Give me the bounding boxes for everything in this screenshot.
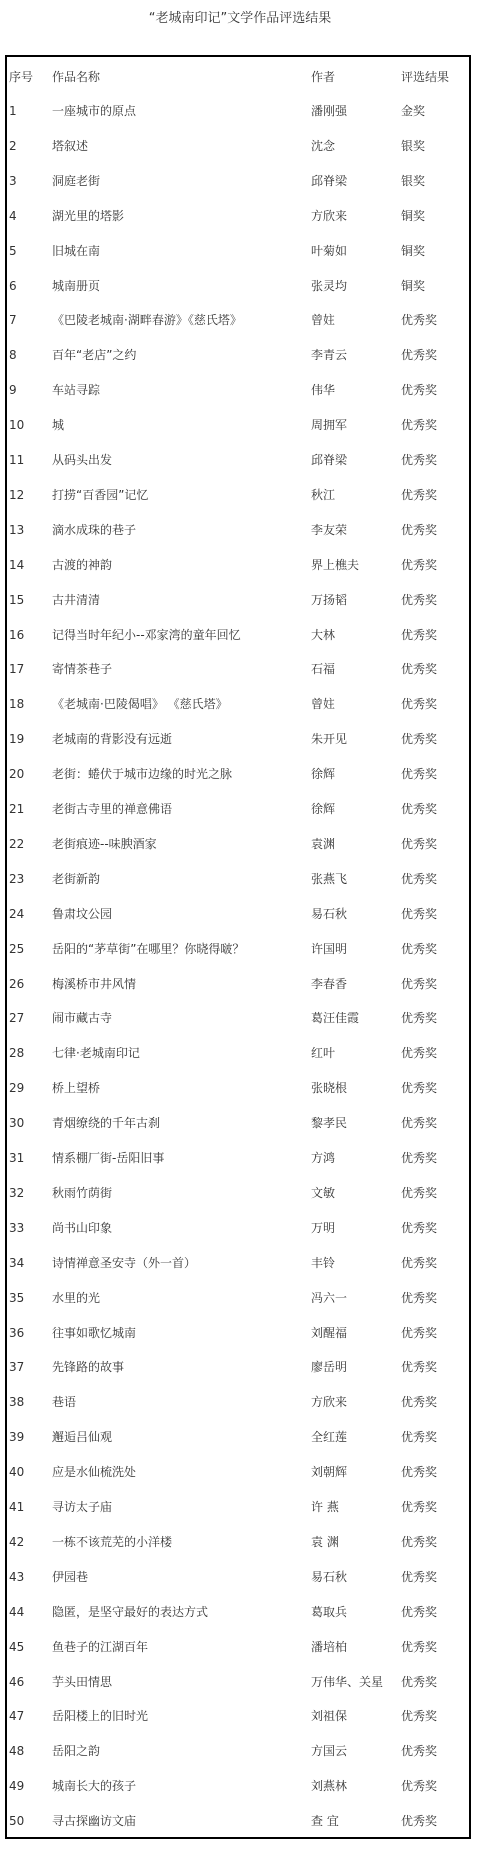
table-row xyxy=(7,722,469,756)
row-work: 梅溪桥市井风情 xyxy=(52,976,137,991)
row-work: 老城南的背影没有远逝 xyxy=(52,732,173,747)
row-result: 优秀奖 xyxy=(401,1220,438,1235)
row-work: 岳阳之韵 xyxy=(52,1744,101,1759)
row-result: 优秀奖 xyxy=(401,871,438,886)
table-row xyxy=(7,1211,469,1245)
row-work: 闹市藏古寺 xyxy=(52,1011,113,1026)
row-work: 老街古寺里的禅意佛语 xyxy=(52,802,173,816)
row-author: 袁渊 xyxy=(311,836,336,851)
row-result: 优秀奖 xyxy=(401,767,438,782)
table-row xyxy=(7,1316,469,1350)
row-author: 李春香 xyxy=(311,976,348,991)
row-author: 全红莲 xyxy=(311,1430,348,1445)
table-row xyxy=(7,1734,469,1768)
table-row xyxy=(7,932,469,966)
row-work: 城 xyxy=(52,418,65,433)
row-result: 优秀奖 xyxy=(401,697,438,712)
row-work: 鲁肃坟公园 xyxy=(52,906,113,921)
table-row xyxy=(7,827,469,861)
row-author: 邱脊梁 xyxy=(311,453,348,467)
row-author: 刘朝辉 xyxy=(311,1465,348,1480)
row-no: 16 xyxy=(9,627,25,642)
row-work: 一栋不该荒芜的小洋楼 xyxy=(52,1534,173,1549)
table-row xyxy=(7,1246,469,1280)
row-author: 易石秋 xyxy=(311,906,348,921)
table-row xyxy=(7,897,469,931)
table-row xyxy=(7,1699,469,1733)
row-no: 49 xyxy=(9,1779,25,1794)
row-work: 湖光里的塔影 xyxy=(52,208,125,223)
row-no: 40 xyxy=(9,1465,25,1480)
row-result: 优秀奖 xyxy=(401,662,438,677)
row-result: 优秀奖 xyxy=(401,313,438,328)
row-result: 优秀奖 xyxy=(401,1151,438,1165)
row-author: 张晓根 xyxy=(311,1081,348,1096)
row-result: 优秀奖 xyxy=(401,1534,438,1549)
row-author: 沈念 xyxy=(311,138,336,153)
table-row xyxy=(7,618,469,652)
row-result: 优秀奖 xyxy=(401,383,438,398)
row-author: 丰铃 xyxy=(311,1255,336,1270)
row-no: 6 xyxy=(9,278,17,293)
row-author: 廖岳明 xyxy=(311,1360,348,1375)
row-author: 红叶 xyxy=(311,1046,336,1061)
row-author: 曾妵 xyxy=(311,697,336,712)
table-row xyxy=(7,1455,469,1489)
row-no: 4 xyxy=(9,208,17,223)
table-row xyxy=(7,548,469,582)
row-result: 优秀奖 xyxy=(401,1814,438,1829)
row-no: 25 xyxy=(9,941,25,956)
row-work: 洞庭老街 xyxy=(52,173,101,188)
table-row xyxy=(7,1106,469,1140)
row-result: 优秀奖 xyxy=(401,1500,438,1514)
row-work: 寄情茶巷子 xyxy=(52,662,113,677)
row-author: 易石秋 xyxy=(311,1569,348,1584)
row-result: 优秀奖 xyxy=(401,1569,438,1584)
row-result: 铜奖 xyxy=(401,243,426,258)
row-result: 优秀奖 xyxy=(401,1011,438,1026)
row-author: 许国明 xyxy=(311,941,348,956)
row-work: 秋雨竹荫街 xyxy=(52,1185,113,1200)
row-no: 10 xyxy=(9,418,25,433)
row-work: 打捞“百香园”记忆 xyxy=(52,487,149,502)
row-author: 袁 渊 xyxy=(311,1534,339,1549)
row-author: 邱脊梁 xyxy=(311,173,348,188)
header-result: 评选结果 xyxy=(401,70,450,84)
row-work: 七律·老城南印记 xyxy=(52,1046,140,1061)
row-result: 银奖 xyxy=(401,173,426,188)
row-no: 24 xyxy=(9,906,25,921)
table-row xyxy=(7,1281,469,1315)
row-no: 17 xyxy=(9,662,25,677)
row-work: 百年“老店”之约 xyxy=(52,348,137,363)
table-row xyxy=(7,1350,469,1384)
row-result: 优秀奖 xyxy=(401,453,438,467)
table-row xyxy=(7,687,469,721)
row-work: 岳阳楼上的旧时光 xyxy=(52,1709,149,1724)
table-row xyxy=(7,1001,469,1035)
row-no: 8 xyxy=(9,348,17,363)
row-author: 许 燕 xyxy=(311,1500,339,1514)
header-author: 作者 xyxy=(311,70,336,84)
table-row xyxy=(7,1595,469,1629)
row-no: 15 xyxy=(9,592,25,607)
table-row xyxy=(7,199,469,233)
row-result: 优秀奖 xyxy=(401,1325,438,1340)
row-work: 记得当时年纪小--邓家湾的童年回忆 xyxy=(52,627,241,642)
row-author: 大林 xyxy=(311,627,336,642)
row-no: 12 xyxy=(9,487,25,502)
row-author: 李友荣 xyxy=(311,522,348,537)
row-author: 曾妵 xyxy=(311,313,336,328)
row-author: 徐辉 xyxy=(311,767,336,782)
row-work: 古渡的神韵 xyxy=(52,557,113,572)
row-work: 古井清清 xyxy=(52,592,101,607)
row-work: 巷语 xyxy=(52,1395,77,1410)
row-result: 优秀奖 xyxy=(401,976,438,991)
row-work: 先锋路的故事 xyxy=(52,1360,125,1375)
row-work: 《巴陵老城南·湖畔春游》《慈氏塔》 xyxy=(52,313,242,328)
row-result: 优秀奖 xyxy=(401,592,438,607)
row-work: 诗情禅意圣安寺（外一首） xyxy=(52,1255,197,1270)
table-row xyxy=(7,94,469,128)
row-work: 尚书山印象 xyxy=(52,1220,113,1235)
row-result: 优秀奖 xyxy=(401,1046,438,1061)
table-row xyxy=(7,1804,469,1838)
row-work: 滴水成珠的巷子 xyxy=(52,522,137,537)
row-no: 44 xyxy=(9,1604,25,1619)
row-author: 张燕飞 xyxy=(311,871,348,886)
row-author: 周拥军 xyxy=(311,418,348,433)
row-no: 47 xyxy=(9,1709,25,1724)
row-result: 银奖 xyxy=(401,138,426,153)
row-result: 优秀奖 xyxy=(401,1430,438,1445)
row-work: 邂逅吕仙观 xyxy=(52,1430,113,1445)
row-no: 27 xyxy=(9,1011,25,1026)
row-no: 45 xyxy=(9,1639,25,1654)
table-row xyxy=(7,757,469,791)
row-result: 铜奖 xyxy=(401,278,426,293)
row-no: 9 xyxy=(9,383,17,398)
row-result: 优秀奖 xyxy=(401,1779,438,1794)
row-author: 朱开见 xyxy=(311,732,348,747)
row-work: 芋头田情思 xyxy=(52,1674,113,1689)
row-no: 11 xyxy=(9,453,25,467)
row-result: 优秀奖 xyxy=(401,836,438,851)
row-work: 城南册页 xyxy=(52,278,101,293)
table-row xyxy=(7,513,469,547)
row-author: 张灵均 xyxy=(311,278,348,293)
row-no: 33 xyxy=(9,1220,25,1235)
row-author: 秋江 xyxy=(311,487,336,502)
row-work: 桥上望桥 xyxy=(52,1081,101,1096)
row-result: 优秀奖 xyxy=(401,1674,438,1689)
row-author: 万明 xyxy=(311,1220,336,1235)
row-result: 优秀奖 xyxy=(401,627,438,642)
row-work: 从码头出发 xyxy=(52,453,113,467)
table-row xyxy=(7,1176,469,1210)
row-work: 旧城在南 xyxy=(52,243,101,258)
row-work: 往事如歌忆城南 xyxy=(52,1325,137,1340)
row-no: 34 xyxy=(9,1255,25,1270)
row-no: 46 xyxy=(9,1674,25,1689)
row-no: 32 xyxy=(9,1185,25,1200)
row-author: 查 宜 xyxy=(311,1814,339,1829)
row-author: 葛汪佳霞 xyxy=(311,1011,360,1026)
row-no: 18 xyxy=(9,697,25,712)
row-work: 一座城市的原点 xyxy=(52,104,137,118)
row-result: 优秀奖 xyxy=(401,1290,438,1305)
row-no: 37 xyxy=(9,1360,25,1375)
table-row xyxy=(7,583,469,617)
table-row xyxy=(7,1385,469,1419)
table-row xyxy=(7,1560,469,1594)
row-result: 优秀奖 xyxy=(401,802,438,816)
row-no: 50 xyxy=(9,1814,25,1829)
row-result: 铜奖 xyxy=(401,208,426,223)
row-author: 潘培柏 xyxy=(311,1639,348,1654)
row-no: 28 xyxy=(9,1046,25,1061)
row-no: 35 xyxy=(9,1290,25,1305)
row-no: 29 xyxy=(9,1081,25,1096)
table-row xyxy=(7,164,469,198)
table-row xyxy=(7,1420,469,1454)
table-row xyxy=(7,303,469,337)
table-row xyxy=(7,967,469,1001)
row-work: 情系棚厂街-岳阳旧事 xyxy=(52,1151,165,1165)
table-row xyxy=(7,1525,469,1559)
row-no: 38 xyxy=(9,1395,25,1410)
row-result: 优秀奖 xyxy=(401,1709,438,1724)
row-no: 36 xyxy=(9,1325,25,1340)
table-row xyxy=(7,1630,469,1664)
row-author: 徐辉 xyxy=(311,802,336,816)
page-title: “老城南印记”文学作品评选结果 xyxy=(148,11,332,26)
table-row xyxy=(7,862,469,896)
row-result: 优秀奖 xyxy=(401,348,438,363)
row-author: 万伟华、关星 xyxy=(311,1674,384,1689)
row-author: 方欣来 xyxy=(311,208,348,223)
row-result: 优秀奖 xyxy=(401,1116,438,1131)
row-author: 冯六一 xyxy=(311,1290,348,1305)
row-no: 31 xyxy=(9,1151,25,1165)
row-author: 方国云 xyxy=(311,1744,348,1759)
table-row xyxy=(7,1490,469,1524)
row-result: 优秀奖 xyxy=(401,732,438,747)
table-row xyxy=(7,1071,469,1105)
row-author: 界上樵夫 xyxy=(311,557,360,572)
row-author: 文敏 xyxy=(311,1185,336,1200)
table-row xyxy=(7,269,469,303)
row-no: 13 xyxy=(9,522,25,537)
table-row xyxy=(7,1036,469,1070)
row-author: 方鸿 xyxy=(311,1151,336,1165)
row-author: 葛取兵 xyxy=(311,1604,348,1619)
row-no: 43 xyxy=(9,1569,25,1584)
row-result: 优秀奖 xyxy=(401,1255,438,1270)
header-work: 作品名称 xyxy=(52,70,101,84)
table-row xyxy=(7,478,469,512)
row-work: 寻古探幽访文庙 xyxy=(52,1814,137,1829)
row-result: 优秀奖 xyxy=(401,1744,438,1759)
row-result: 优秀奖 xyxy=(401,1360,438,1375)
row-author: 刘燕林 xyxy=(311,1779,348,1794)
row-result: 金奖 xyxy=(401,104,426,118)
row-no: 41 xyxy=(9,1500,25,1514)
row-no: 39 xyxy=(9,1430,25,1445)
table-row xyxy=(7,129,469,163)
row-author: 刘醒福 xyxy=(311,1325,348,1340)
row-result: 优秀奖 xyxy=(401,906,438,921)
row-no: 5 xyxy=(9,243,17,258)
row-result: 优秀奖 xyxy=(401,1639,438,1654)
row-work: 寻访太子庙 xyxy=(52,1500,113,1514)
row-work: 老街新韵 xyxy=(52,871,101,886)
row-no: 30 xyxy=(9,1116,25,1131)
row-no: 22 xyxy=(9,836,25,851)
row-work: 老街痕迹--味腴酒家 xyxy=(52,836,157,851)
row-author: 黎孝民 xyxy=(311,1116,348,1131)
table-row xyxy=(7,652,469,686)
row-work: 鱼巷子的江湖百年 xyxy=(52,1639,149,1654)
row-author: 万扬韬 xyxy=(311,592,348,607)
row-work: 《老城南·巴陵偈唱》 《慈氏塔》 xyxy=(52,697,228,712)
table-row xyxy=(7,373,469,407)
row-result: 优秀奖 xyxy=(401,1395,438,1410)
row-no: 2 xyxy=(9,138,17,153)
row-no: 3 xyxy=(9,173,17,188)
table-row xyxy=(7,338,469,372)
row-no: 23 xyxy=(9,871,25,886)
row-author: 潘刚强 xyxy=(311,104,348,118)
row-author: 李青云 xyxy=(311,348,348,363)
row-no: 19 xyxy=(9,732,25,747)
row-no: 48 xyxy=(9,1744,25,1759)
header-no: 序号 xyxy=(9,70,34,84)
table-row xyxy=(7,234,469,268)
row-result: 优秀奖 xyxy=(401,941,438,956)
row-author: 刘祖保 xyxy=(311,1709,348,1724)
row-no: 7 xyxy=(9,313,17,328)
row-author: 石福 xyxy=(311,662,336,677)
row-result: 优秀奖 xyxy=(401,1081,438,1096)
row-work: 隐匿，是坚守最好的表达方式 xyxy=(52,1604,209,1619)
table-row xyxy=(7,1141,469,1175)
row-author: 方欣来 xyxy=(311,1395,348,1410)
row-no: 21 xyxy=(9,802,25,816)
table-row xyxy=(7,792,469,826)
row-result: 优秀奖 xyxy=(401,1185,438,1200)
row-work: 城南长大的孩子 xyxy=(52,1779,137,1794)
table-row xyxy=(7,408,469,442)
row-result: 优秀奖 xyxy=(401,418,438,433)
row-work: 车站寻踪 xyxy=(52,383,101,398)
row-result: 优秀奖 xyxy=(401,522,438,537)
table-row xyxy=(7,443,469,477)
row-author: 叶菊如 xyxy=(311,243,348,258)
row-no: 14 xyxy=(9,557,25,572)
table-row xyxy=(7,1769,469,1803)
row-no: 1 xyxy=(9,104,17,118)
row-result: 优秀奖 xyxy=(401,1465,438,1480)
row-no: 20 xyxy=(9,767,25,782)
row-no: 26 xyxy=(9,976,25,991)
row-work: 塔叙述 xyxy=(52,138,89,153)
row-result: 优秀奖 xyxy=(401,487,438,502)
row-result: 优秀奖 xyxy=(401,1604,438,1619)
row-work: 岳阳的“茅草街”在哪里？你晓得啵？ xyxy=(52,941,245,956)
row-author: 伟华 xyxy=(311,383,336,398)
table-header-row xyxy=(7,60,469,94)
row-work: 应是水仙梳洗处 xyxy=(52,1465,137,1480)
row-no: 42 xyxy=(9,1534,25,1549)
row-result: 优秀奖 xyxy=(401,557,438,572)
row-work: 水里的光 xyxy=(52,1290,101,1305)
row-work: 老街：蜷伏于城市边缘的时光之脉 xyxy=(52,767,233,782)
table-row xyxy=(7,1665,469,1699)
row-work: 伊园巷 xyxy=(52,1569,89,1584)
row-work: 青烟缭绕的千年古刹 xyxy=(52,1116,161,1131)
